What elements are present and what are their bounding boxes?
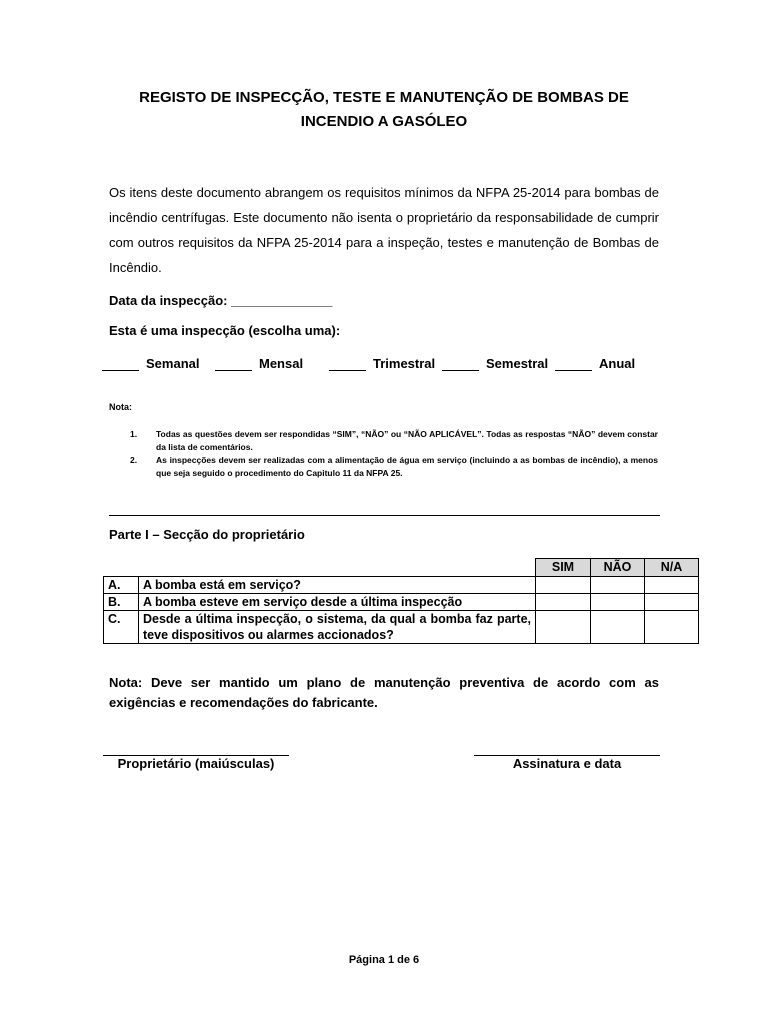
option-trimestral[interactable]	[329, 354, 435, 371]
row-id: B.	[104, 594, 139, 611]
table-row	[104, 611, 699, 644]
option-anual[interactable]	[555, 354, 635, 371]
option-mensal[interactable]	[215, 354, 303, 371]
option-label: Trimestral	[373, 356, 436, 371]
note-list	[130, 428, 658, 480]
table-row	[104, 594, 699, 611]
intro-line: incêndio centrífugas. Este documento não isenta o proprietário da responsabilidade de	[109, 210, 612, 225]
option-label: Mensal	[259, 356, 304, 371]
owner-label: Proprietário (maiúsculas)	[117, 756, 275, 771]
answer-nao-cell[interactable]	[591, 611, 645, 644]
option-label: Anual	[599, 356, 636, 371]
option-label: Semestral	[486, 356, 549, 371]
note-item	[130, 428, 658, 453]
maintenance-note: Nota: Deve ser mantido um plano de manutenção preventiva de acordo com as exigências e recomendações do fabricante.	[109, 675, 659, 710]
answer-sim-cell[interactable]	[536, 577, 591, 594]
title-line-1: REGISTO DE INSPECÇÃO, TESTE E MANUTENÇÃO DE BOMBAS DE	[139, 89, 629, 106]
answer-na-cell[interactable]	[645, 577, 699, 594]
note-text: Todas as questões devem ser respondidas “SIM”, “NÃO” ou “NÃO APLICÁVEL”. Todas as respostas “NÃO” devem constar da lista de comentários.	[156, 429, 658, 452]
signature-date-label: Assinatura e data	[512, 756, 622, 771]
option-semanal[interactable]	[102, 354, 199, 371]
intro-line: Bombas de Incêndio.	[109, 235, 659, 275]
inspection-type-options	[0, 354, 768, 374]
owner-questions-table	[103, 558, 699, 644]
inspection-type-label: Esta é uma inspecção (escolha uma):	[109, 323, 341, 338]
page-footer: Página 1 de 6	[348, 954, 420, 966]
inspection-date-label: Data da inspecção:	[109, 293, 228, 308]
header-na: N/A	[645, 559, 699, 577]
inspection-date-field[interactable]: ______________	[231, 293, 333, 308]
answer-na-cell[interactable]	[645, 611, 699, 644]
note-number: 2.	[130, 455, 138, 465]
answer-nao-cell[interactable]	[591, 594, 645, 611]
row-question: A bomba está em serviço?	[139, 577, 536, 594]
empty-cell	[104, 559, 139, 577]
answer-sim-cell[interactable]	[536, 594, 591, 611]
answer-na-cell[interactable]	[645, 594, 699, 611]
note-label: Nota:	[109, 402, 132, 412]
intro-line: Os itens deste documento abrangem os requisitos mínimos da NFPA 25-2014 para bombas de	[109, 185, 659, 200]
blank-field[interactable]	[442, 354, 479, 371]
blank-field[interactable]	[329, 354, 366, 371]
row-id: A.	[104, 577, 139, 594]
empty-cell	[139, 559, 536, 577]
title-line-2: INCENDIO A GASÓLEO	[300, 113, 468, 130]
note-text: As inspecções devem ser realizadas com a alimentação de água em serviço (incluindo a as bombas de incêndio), a menos que seja seguido o procedimento do Capitulo 11 da NFPA 25.	[156, 455, 658, 478]
row-id: C.	[104, 611, 139, 644]
part1-title: Parte I – Secção do proprietário	[109, 527, 305, 542]
blank-field[interactable]	[102, 354, 139, 371]
option-label: Semanal	[146, 356, 200, 371]
table-header-row	[104, 559, 699, 577]
answer-nao-cell[interactable]	[591, 577, 645, 594]
option-semestral[interactable]	[442, 354, 548, 371]
header-sim: SIM	[536, 559, 591, 577]
note-number: 1.	[130, 429, 138, 439]
intro-line: cumprir com outros requisitos da NFPA 25-2014 para a inspeção, testes e manutenção de	[109, 210, 659, 250]
blank-field[interactable]	[215, 354, 252, 371]
table-row	[104, 577, 699, 594]
inspection-date-row	[109, 293, 332, 308]
document-title	[100, 86, 668, 134]
section-divider	[109, 515, 660, 516]
intro-paragraph	[109, 180, 659, 280]
blank-field[interactable]	[555, 354, 592, 371]
answer-sim-cell[interactable]	[536, 611, 591, 644]
header-nao: NÃO	[591, 559, 645, 577]
row-question: A bomba esteve em serviço desde a última inspecção	[139, 594, 536, 611]
note-item	[130, 454, 658, 479]
row-question: Desde a última inspecção, o sistema, da qual a bomba faz parte, teve dispositivos ou alarmes accionados?	[139, 611, 536, 644]
